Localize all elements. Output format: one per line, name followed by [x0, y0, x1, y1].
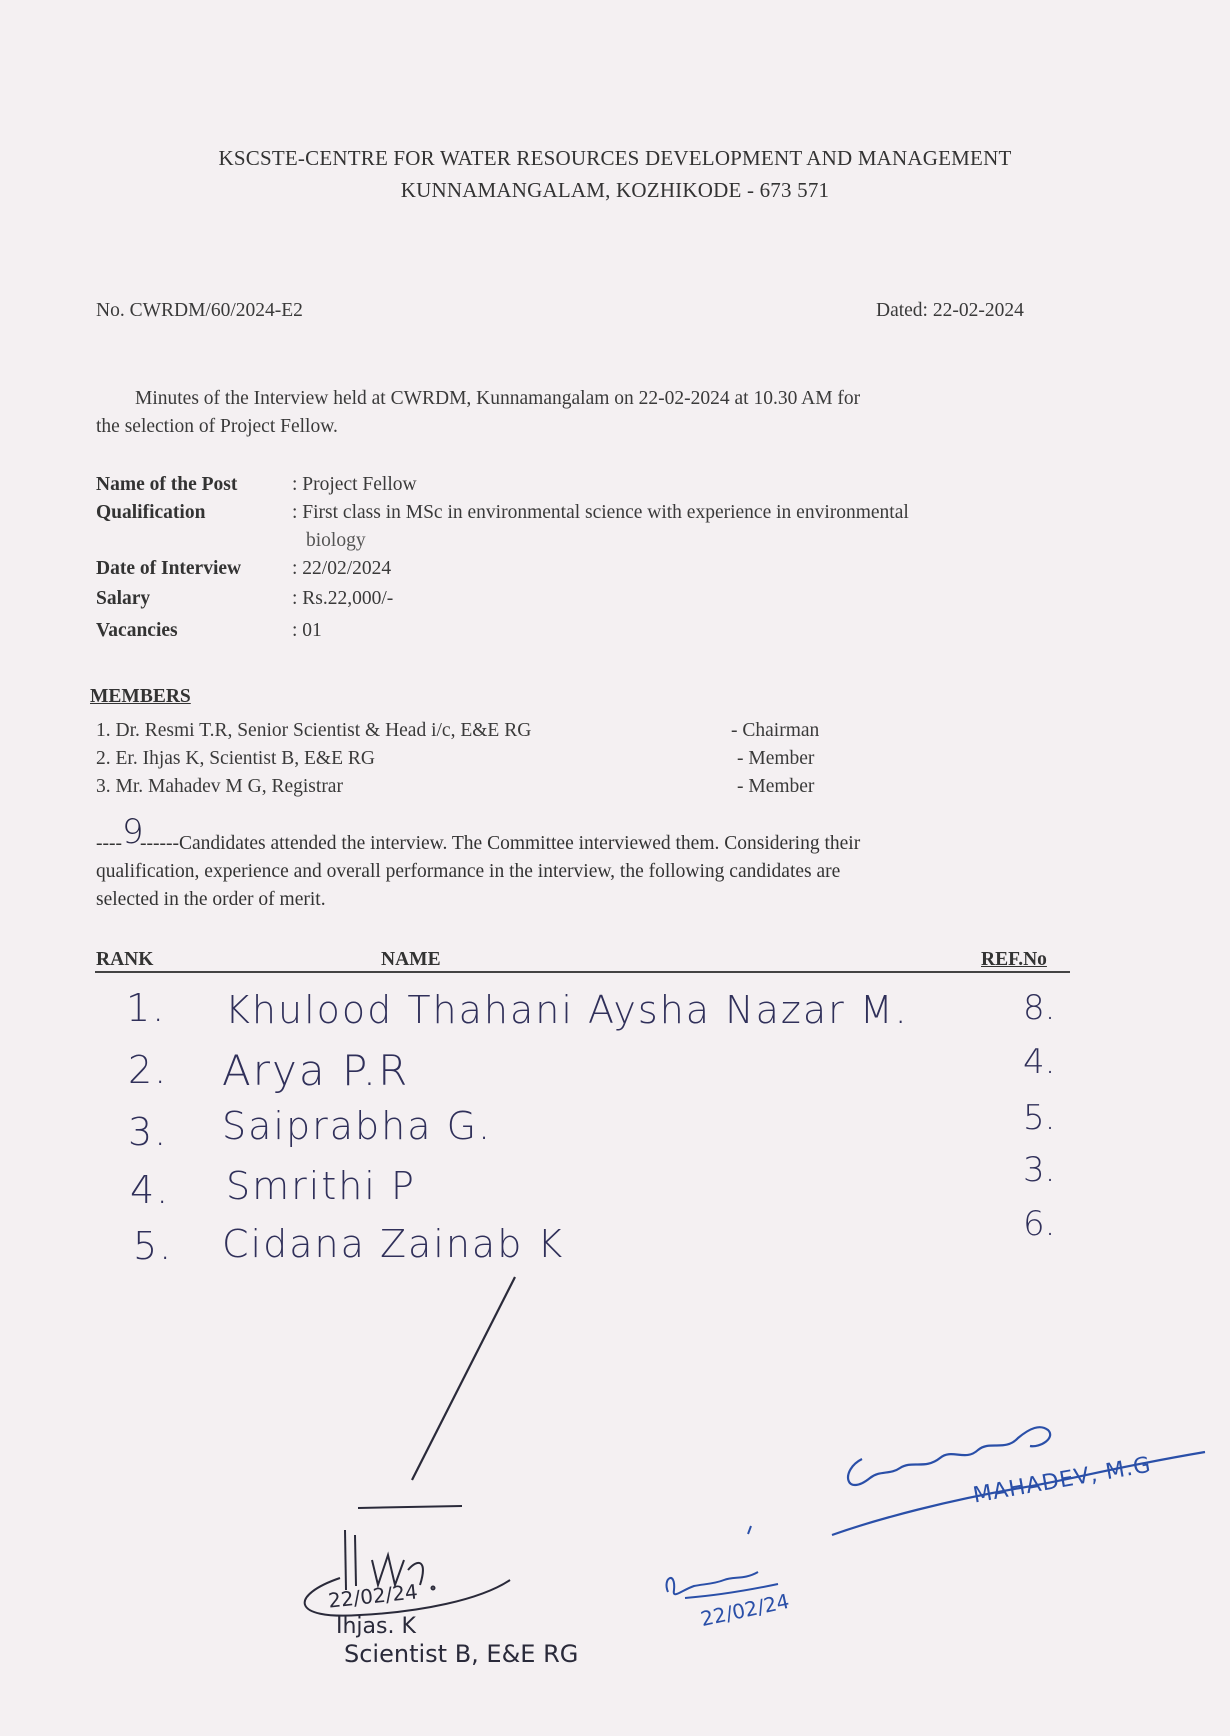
- name-cell: Smrithi P: [226, 1164, 416, 1208]
- ref-cell: 5.: [1023, 1098, 1056, 1138]
- intro-line-1: Minutes of the Interview held at CWRDM, Kunnamangalam on 22-02-2024 at 10.30 AM for: [135, 388, 861, 409]
- rank-cell: 1.: [126, 986, 167, 1030]
- detail-value: : Rs.22,000/-: [292, 588, 394, 609]
- member-role: - Member: [737, 748, 815, 769]
- intro-line-2: the selection of Project Fellow.: [96, 416, 338, 437]
- detail-label: Qualification: [96, 502, 206, 523]
- rank-cell: 2.: [128, 1048, 169, 1092]
- ref-cell: 8.: [1023, 988, 1056, 1028]
- ref-cell: 4.: [1023, 1042, 1056, 1082]
- member-name: 1. Dr. Resmi T.R, Senior Scientist & Head i/c, E&E RG: [96, 720, 532, 741]
- members-heading: MEMBERS: [90, 686, 191, 707]
- name-cell: Khulood Thahani Aysha Nazar M.: [225, 988, 909, 1032]
- col-header-name: NAME: [381, 949, 441, 970]
- rank-cell: 4.: [130, 1168, 171, 1212]
- member-role: - Member: [737, 776, 815, 797]
- name-cell: Saiprabha G.: [222, 1104, 493, 1148]
- detail-value: : Project Fellow: [292, 474, 417, 495]
- closing-underline: [358, 1506, 462, 1508]
- detail-value: : First class in MSc in environmental science with experience in environmental: [292, 502, 909, 523]
- member-name: 2. Er. Ihjas K, Scientist B, E&E RG: [96, 748, 375, 769]
- detail-label: Date of Interview: [96, 558, 242, 579]
- org-address: KUNNAMANGALAM, KOZHIKODE - 673 571: [400, 178, 830, 202]
- col-header-ref: REF.No: [981, 949, 1047, 970]
- closing-strike-line: [412, 1277, 515, 1480]
- rank-cell: 3.: [128, 1110, 169, 1154]
- resmi-sign-date: 22/02/24: [698, 1588, 792, 1632]
- detail-value-cont: biology: [306, 530, 366, 551]
- resmi-signature: [666, 1526, 778, 1598]
- paragraph-line-2: qualification, experience and overall performance in the interview, the following candidates are: [96, 861, 841, 882]
- member-name: 3. Mr. Mahadev M G, Registrar: [96, 776, 343, 797]
- candidate-count-handwritten: 9: [122, 812, 146, 852]
- reference-number: No. CWRDM/60/2024-E2: [96, 300, 303, 321]
- candidates-prefix: ----: [96, 833, 122, 854]
- detail-label: Salary: [96, 588, 151, 609]
- name-cell: Arya P.R: [222, 1046, 410, 1095]
- ref-cell: 3.: [1023, 1150, 1056, 1190]
- ihjas-sign-date: 22/02/24: [326, 1579, 419, 1613]
- rank-cell: 5.: [133, 1224, 174, 1268]
- detail-label: Name of the Post: [96, 474, 238, 495]
- paragraph-line-3: selected in the order of merit.: [96, 889, 326, 910]
- ihjas-sign-name: Ihjas. K: [336, 1614, 416, 1639]
- mahadev-sign-name: MAHADEV, M.G: [971, 1452, 1154, 1509]
- dated: Dated: 22-02-2024: [876, 300, 1024, 321]
- paragraph-line-1: ------Candidates attended the interview. The Committee interviewed them. Considering their: [140, 833, 861, 854]
- col-header-rank: RANK: [96, 949, 154, 970]
- member-role: - Chairman: [731, 720, 820, 741]
- name-cell: Cidana Zainab K: [222, 1222, 565, 1266]
- detail-value: : 22/02/2024: [292, 558, 392, 579]
- org-title: KSCSTE-CENTRE FOR WATER RESOURCES DEVELOPMENT AND MANAGEMENT: [218, 146, 1012, 170]
- detail-label: Vacancies: [96, 620, 178, 641]
- ref-cell: 6.: [1023, 1204, 1056, 1244]
- ihjas-sign-title: Scientist B, E&E RG: [344, 1640, 579, 1668]
- detail-value: : 01: [292, 620, 322, 641]
